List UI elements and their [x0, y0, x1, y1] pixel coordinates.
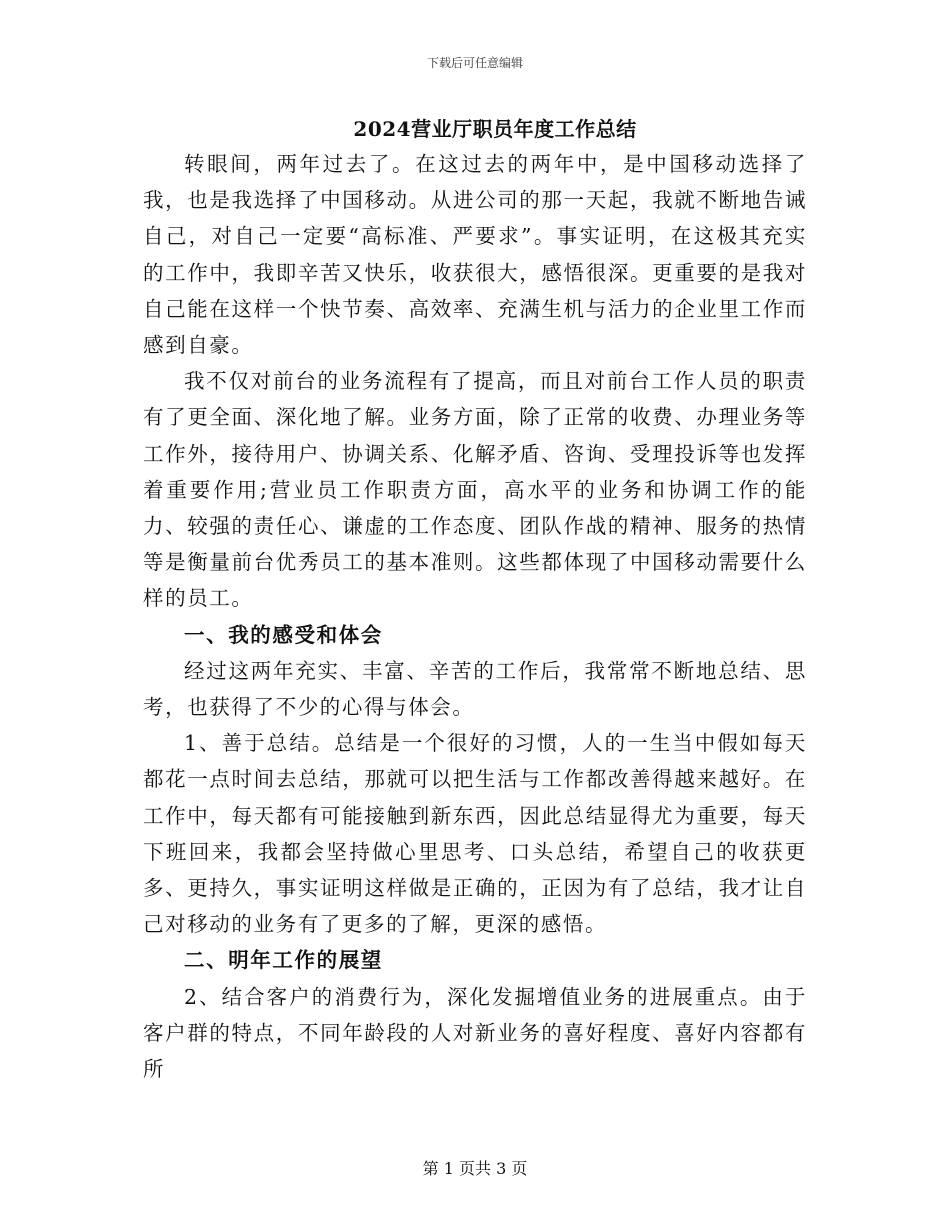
paragraph-duties: 我不仅对前台的业务流程有了提高，而且对前台工作人员的职责有了更全面、深化地了解。业务方面，除了正常的收费、办理业务等工作外，接待用户、协调关系、化解矛盾、咨询、受理投诉等也发挥着重要作用;营业员工作职责方面，高水平的业务和协调工作的能力、较强的责任心、谦虚的工作态度、团队作战的精神、服务的热情等是衡量前台优秀员工的基本准则。这些都体现了中国移动需要什么样的员工。	[143, 369, 807, 611]
document-body	[143, 146, 807, 1087]
document-title: 2024营业厅职员年度工作总结	[353, 117, 637, 141]
section-heading-feelings: 一、我的感受和体会	[184, 622, 383, 647]
header-note: 下载后可任意编辑	[426, 56, 523, 70]
paragraph-intro: 转眼间，两年过去了。在这过去的两年中，是中国移动选择了我，也是我选择了中国移动。从进公司的那一天起，我就不断地告诫自己，对自己一定要“高标准、严要求”。事实证明，在这极其充实的工作中，我即辛苦又快乐，收获很大，感悟很深。更重要的是我对自己能在这样一个快节奏、高效率、充满生机与活力的企业里工作而感到自豪。	[143, 152, 807, 358]
section-heading-outlook: 二、明年工作的展望	[184, 948, 383, 973]
paragraph-summarize: 1、善于总结。总结是一个很好的习惯，人的一生当中假如每天都花一点时间去总结，那就可以把生活与工作都改善得越来越好。在工作中，每天都有可能接触到新东西，因此总结显得尤为重要，每天下班回来，我都会坚持做心里思考、口头总结，希望自己的收获更多、更持久，事实证明这样做是正确的，正因为有了总结，我才让自己对移动的业务有了更多的了解，更深的感悟。	[143, 731, 807, 937]
page-number: 第 1 页共 3 页	[422, 1159, 528, 1178]
paragraph-customer-behavior: 2、结合客户的消费行为，深化发掘增值业务的进展重点。由于客户群的特点，不同年龄段的人对新业务的喜好程度、喜好内容都有所	[143, 984, 807, 1082]
paragraph-reflection: 经过这两年充实、丰富、辛苦的工作后，我常常不断地总结、思考，也获得了不少的心得与体会。	[143, 658, 807, 720]
